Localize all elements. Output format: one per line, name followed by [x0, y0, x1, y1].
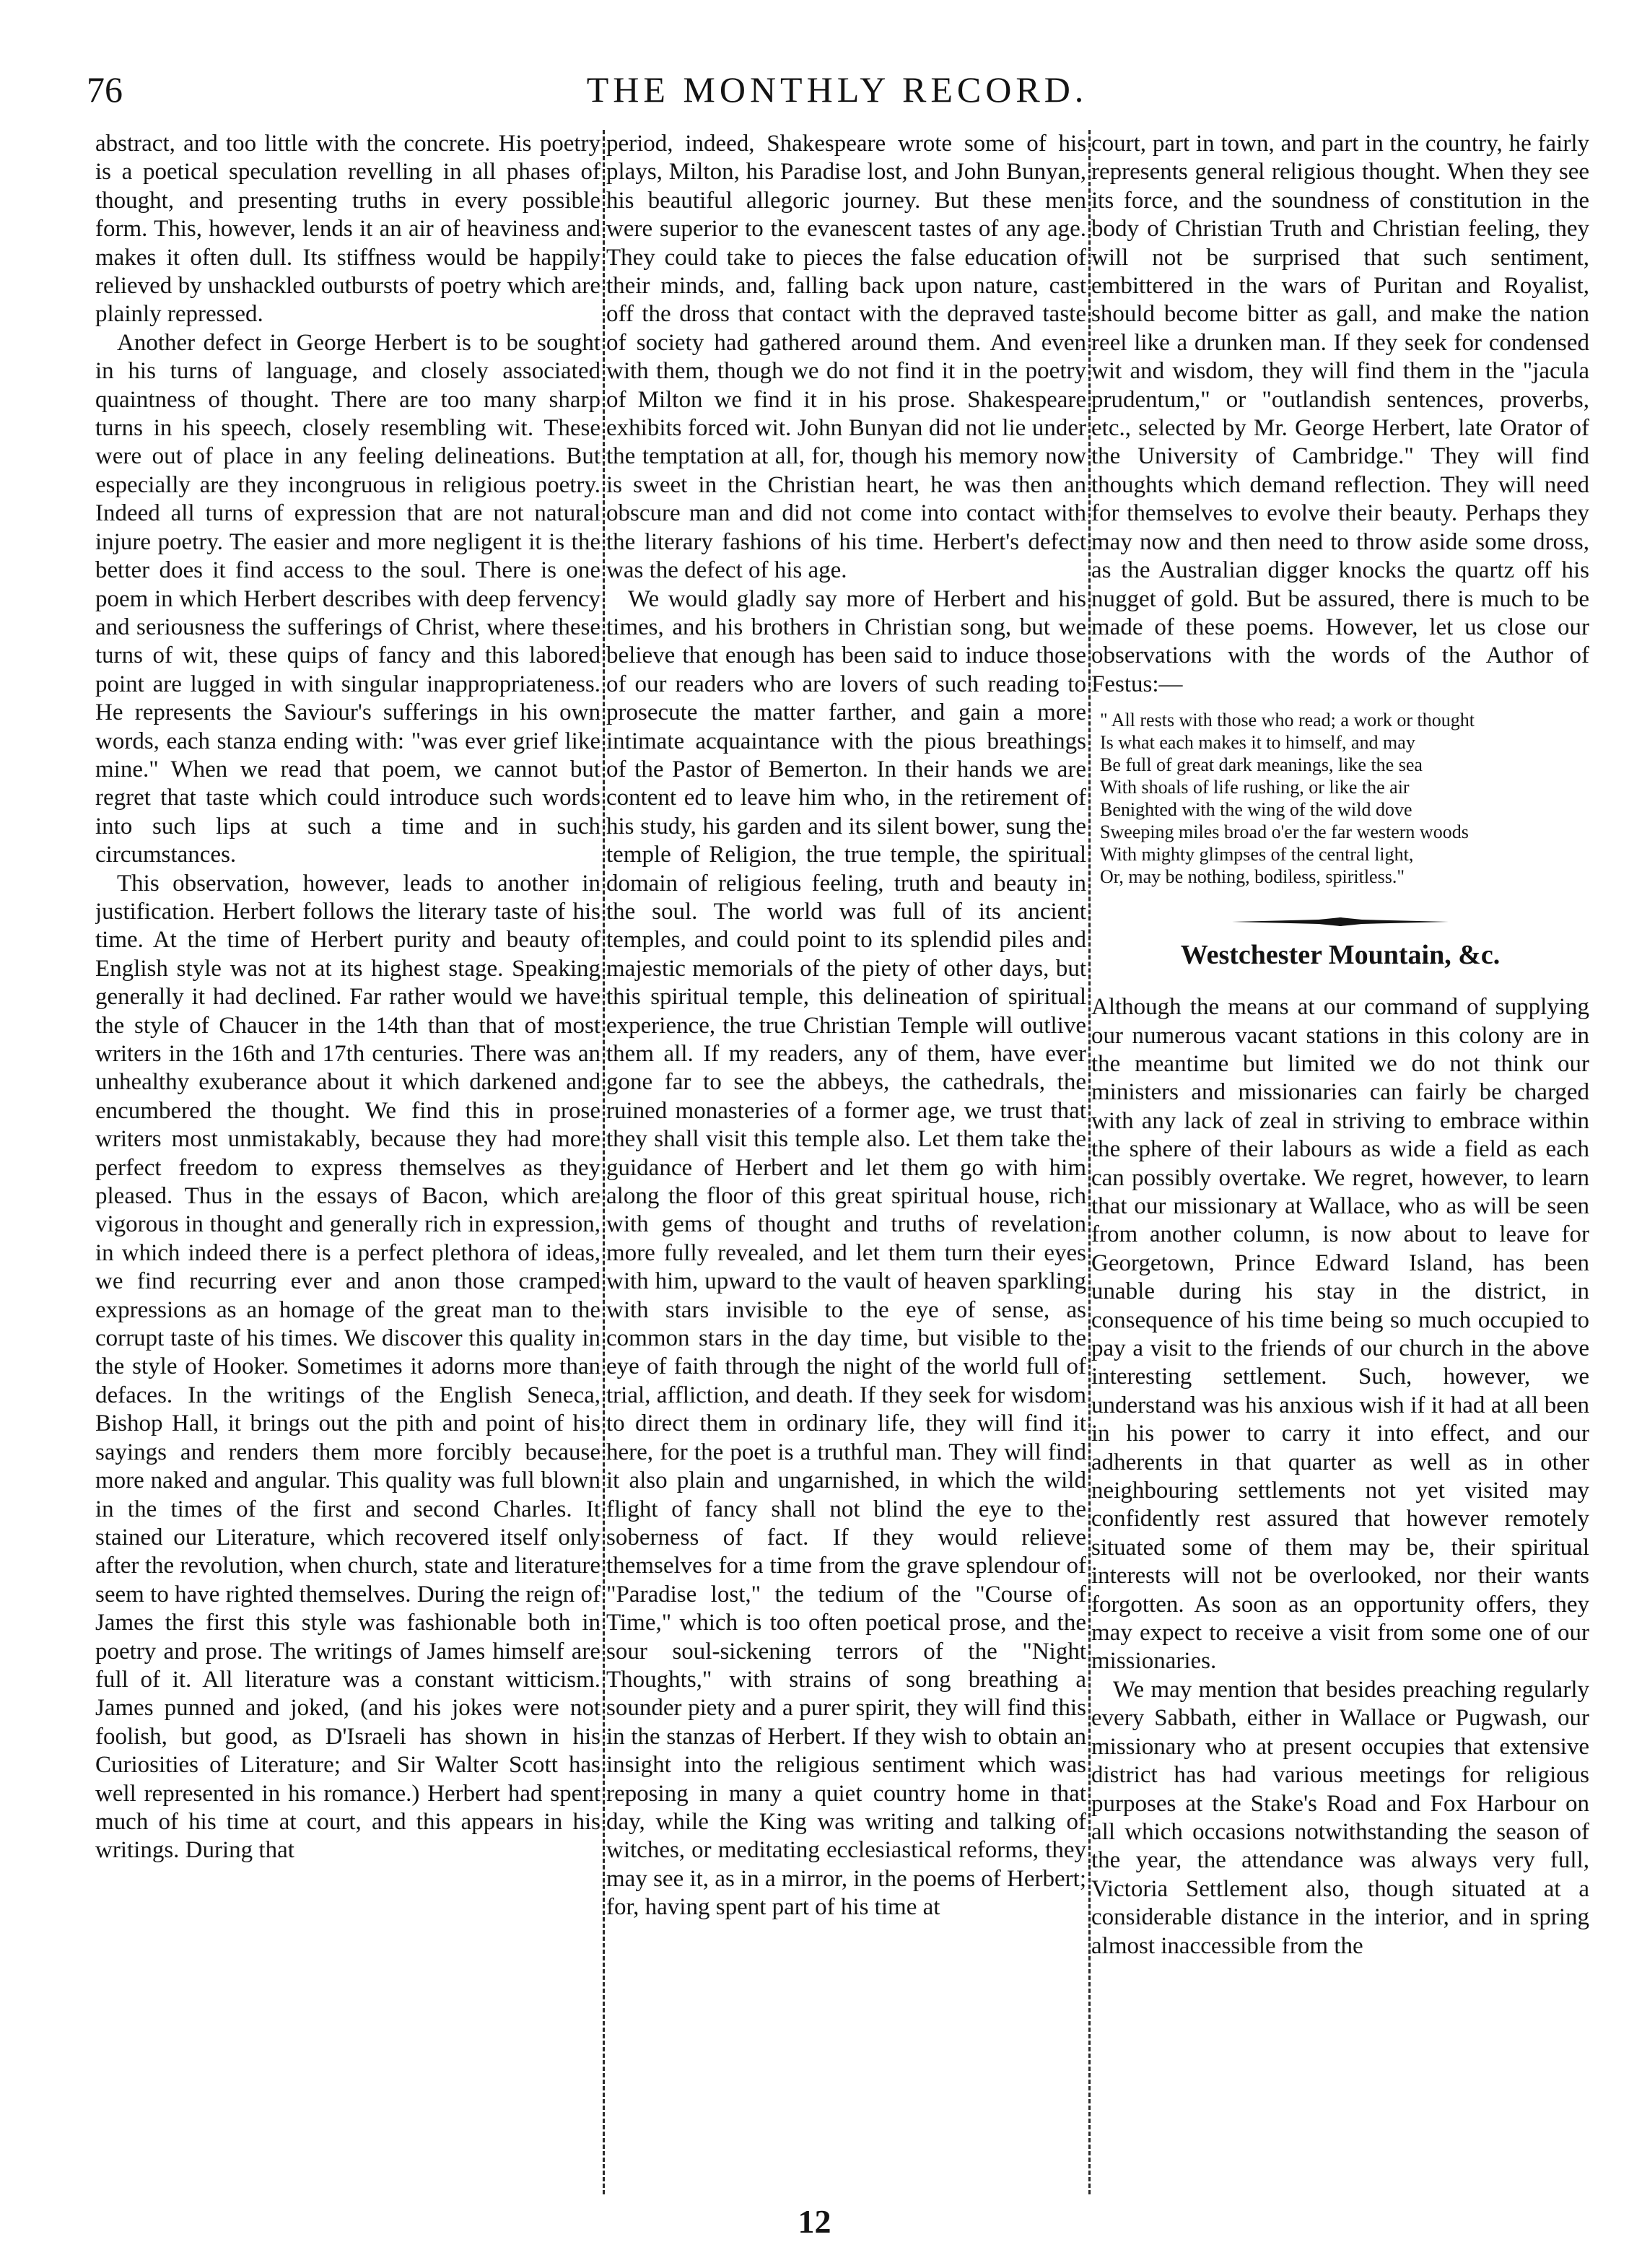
paragraph: court, part in town, and part in the country, he fairly represents general religious thought. When they see its force, and the soundness of constitution in the body of Christian Truth and Christian feeling, they will not be surprised that such sentiment, embittered in the wars of Puritan and Royalist, should become bitter as gall, and make the nation reel like a drunken man. If they seek for condensed wit and wisdom, they will find them in the "jacula prudentum," or "outlandish sentences, proverbs, etc., selected by Mr. George Herbert, late Orator of the University of Cambridge." They will find thoughts which demand reflection. They will need for themselves to evolve their beauty. Perhaps they may now and then need to throw aside some dross, as the Australian digger knocks the quartz off his nugget of gold. But be assured, there is much to be made of these poems. However, let us close our observations with the words of the Author of Festus:—	[1091, 131, 1589, 697]
running-head	[87, 68, 1588, 118]
ornament-rule-icon	[1232, 917, 1449, 926]
paragraph: We may mention that besides preaching regularly every Sabbath, either in Wallace or Pugwash, our missionary who at present occupies that extensive district has had various meetings for religious purposes at the Stake's Road and Fox Harbour on all which occasions notwithstanding the season of the year, the attendance was always very full, Victoria Settlement also, though situated at a considerable distance in the interior, and in spring almost inaccessible from the	[1091, 1676, 1589, 1959]
poem-line: Be full of great dark meanings, like the sea	[1100, 754, 1423, 776]
poem-line: Benighted with the wing of the wild dove	[1100, 799, 1412, 821]
poem-line: Or, may be nothing, bodiless, spiritless."	[1100, 866, 1405, 888]
poem-line: Is what each makes it to himself, and may	[1100, 732, 1415, 754]
festus-quotation	[1100, 709, 1589, 888]
paragraph: period, indeed, Shakespeare wrote some of his plays, Milton, his Paradise lost, and John Bunyan, his beautiful allegoric journey. But these men were superior to the evanescent tastes of any age. They could take to pieces the false education of their minds, and, falling back upon nature, cast off the dross that contact with the depraved taste of society had gathered around them. And even with them, though we do not find it in the poetry of Milton we find it in his prose. Shakespeare exhibits forced wit. John Bunyan did not lie under the temptation at all, for, though his memory now is sweet in the Christian heart, he was then an obscure man and did not come into contact with the literary fashions of his time. Herbert's defect was the defect of his age.	[606, 131, 1086, 584]
poem-line: With mighty glimpses of the central light,	[1100, 844, 1414, 865]
column-rule	[1088, 130, 1091, 2194]
column-3	[1091, 130, 1589, 2194]
paragraph: abstract, and too little with the concrete. His poetry is a poetical speculation revelling in all phases of thought, and presenting truths in every possible form. This, however, lends it an air of heaviness and makes it often dull. Its stiffness would be happily relieved by unshackled outbursts of poetry which are plainly repressed.	[95, 131, 600, 328]
column-1	[95, 130, 600, 2194]
paragraph: This observation, however, leads to another in justification. Herbert follows the literary taste of his time. At the time of Herbert purity and beauty of English style was not at its highest stage. Speaking generally it had declined. Far rather would we have the style of Chaucer in the 14th than that of most writers in the 16th and 17th centuries. There was an unhealthy exuberance about it which darkened and encumbered the thought. We find this in prose writers most unmistakably, because they had more perfect freedom to express themselves as they pleased. Thus in the essays of Bacon, which are vigorous in thought and generally rich in expression, in which indeed there is a perfect plethora of ideas, we find recurring ever and anon those cramped expressions as an homage of the great man to the corrupt taste of his times. We discover this quality in the style of Hooker. Sometimes it adorns more than defaces. In the writings of the English Seneca, Bishop Hall, it brings out the pith and point of his sayings and renders them more forcibly because more naked and angular. This quality was full blown in the times of the first and second Charles. It stained our Literature, which recovered itself only after the revolution, when church, state and literature seem to have righted themselves. During the reign of James the first this style was fashionable both in poetry and prose. The writings of James himself are full of it. All literature was a constant witticism. James punned and joked, (and his jokes were not foolish, but good, as D'Israeli has shown in his Curiosities of Literature; and Sir Walter Scott has well represented in his romance.) Herbert had spent much of his time at court, and this appears in his writings. During that	[95, 870, 600, 1864]
journal-title: THE MONTHLY RECORD.	[586, 69, 1088, 110]
paragraph: We would gladly say more of Herbert and his times, and his brothers in Christian song, but we believe that enough has been said to induce those of our readers who are lovers of such reading to prosecute the matter farther, and gain a more intimate acquaintance with the pious breathings of the Pastor of Bemerton. In their hands we are content ed to leave him who, in the retirement of his study, his garden and its silent bower, sung the temple of Religion, the true temple, the spiritual domain of religious feeling, truth and beauty in the soul. The world was full of its ancient temples, and could point to its splendid piles and majestic memorials of the piety of other days, but this spiritual temple, this delineation of spiritual experience, the true Christian Temple will outlive them all. If my readers, any of them, have ever gone far to see the abbeys, the cathedrals, the ruined monasteries of a former age, we trust that they shall visit this temple also. Let them take the guidance of Herbert and let them go with him along the floor of this great spiritual house, rich with gems of thought and truths of revelation more fully revealed, and let them turn their eyes with him, upward to the vault of heaven sparkling with stars invisible to the eye of sense, as common stars in the day time, but visible to the eye of faith through the night of the world full of trial, affliction, and death. If they seek for wisdom to direct them in ordinary life, they will find it here, for the poet is a truthful man. They will find it also plain and ungarnished, in which the wild flight of fancy shall not blind the eye to the soberness of fact. If they would relieve themselves for a time from the grave splendour of "Paradise lost," the tedium of the "Course of Time," which is too often poetical prose, and the sour soul-sickening terrors of the "Night Thoughts," with strains of song breathing a sounder piety and a purer spirit, they will find this in the stanzas of Herbert. If they wish to obtain an insight into the religious sentiment which was reposing in many a quiet country home in that day, while the King was writing and talking of witches, or meditating ecclesiastical reforms, they may see it, as in a mirror, in the poems of Herbert; for, having spent part of his time at	[606, 585, 1086, 1921]
ornament-divider	[1091, 905, 1589, 914]
poem-line: " All rests with those who read; a work or thought	[1100, 710, 1475, 731]
paragraph: Another defect in George Herbert is to be sought in his turns of language, and closely associated quaintness of thought. There are too many sharp turns in his speech, closely resembling wit. These were out of place in any feeling delineations. But especially are they incongruous in religious poetry. Indeed all turns of expression that are not natural injure poetry. The easier and more negligent it is the better does it find access to the soul. There is one poem in which Herbert describes with deep fervency and seriousness the sufferings of Christ, where these turns of wit, these quips of fancy and this labored point are lugged in with singular inappropriateness. He represents the Saviour's sufferings in his own words, each stanza ending with: "was ever grief like mine." When we read that poem, we cannot but regret that taste which could introduce such words into such lips at such a time and in such circumstances.	[95, 329, 600, 868]
page-number: 76	[87, 69, 123, 110]
column-2	[606, 130, 1086, 2194]
poem-line: Sweeping miles broad o'er the far western woods	[1100, 821, 1469, 843]
signature-mark: 12	[798, 2203, 831, 2240]
section-heading: Westchester Mountain, &c.	[1180, 940, 1501, 971]
column-rule	[603, 130, 605, 2194]
paragraph: Although the means at our command of supplying our numerous vacant stations in this colony are in the meantime but limited we do not think our ministers and missionaries can fairly be charged with any lack of zeal in striving to embrace within the sphere of their labours as wide a field as each can possibly overtake. We regret, however, to learn that our missionary at Wallace, who as will be seen from another column, is now about to leave for Georgetown, Prince Edward Island, has been unable during his stay in the district, in consequence of his time being so much occupied to pay a visit to the friends of our church in the above interesting settlement. Such, however, we understand was his anxious wish if it had at all been in his power to carry it into effect, and our adherents in that quarter as well as in other neighbouring settlements not yet visited may confidently rest assured that however remotely situated some of them may be, their spiritual interests will not be overlooked, nor their wants forgotten. As soon as an opportunity offers, they may expect to receive a visit from some one of our missionaries.	[1091, 994, 1589, 1675]
poem-line: With shoals of life rushing, or like the air	[1100, 777, 1410, 798]
